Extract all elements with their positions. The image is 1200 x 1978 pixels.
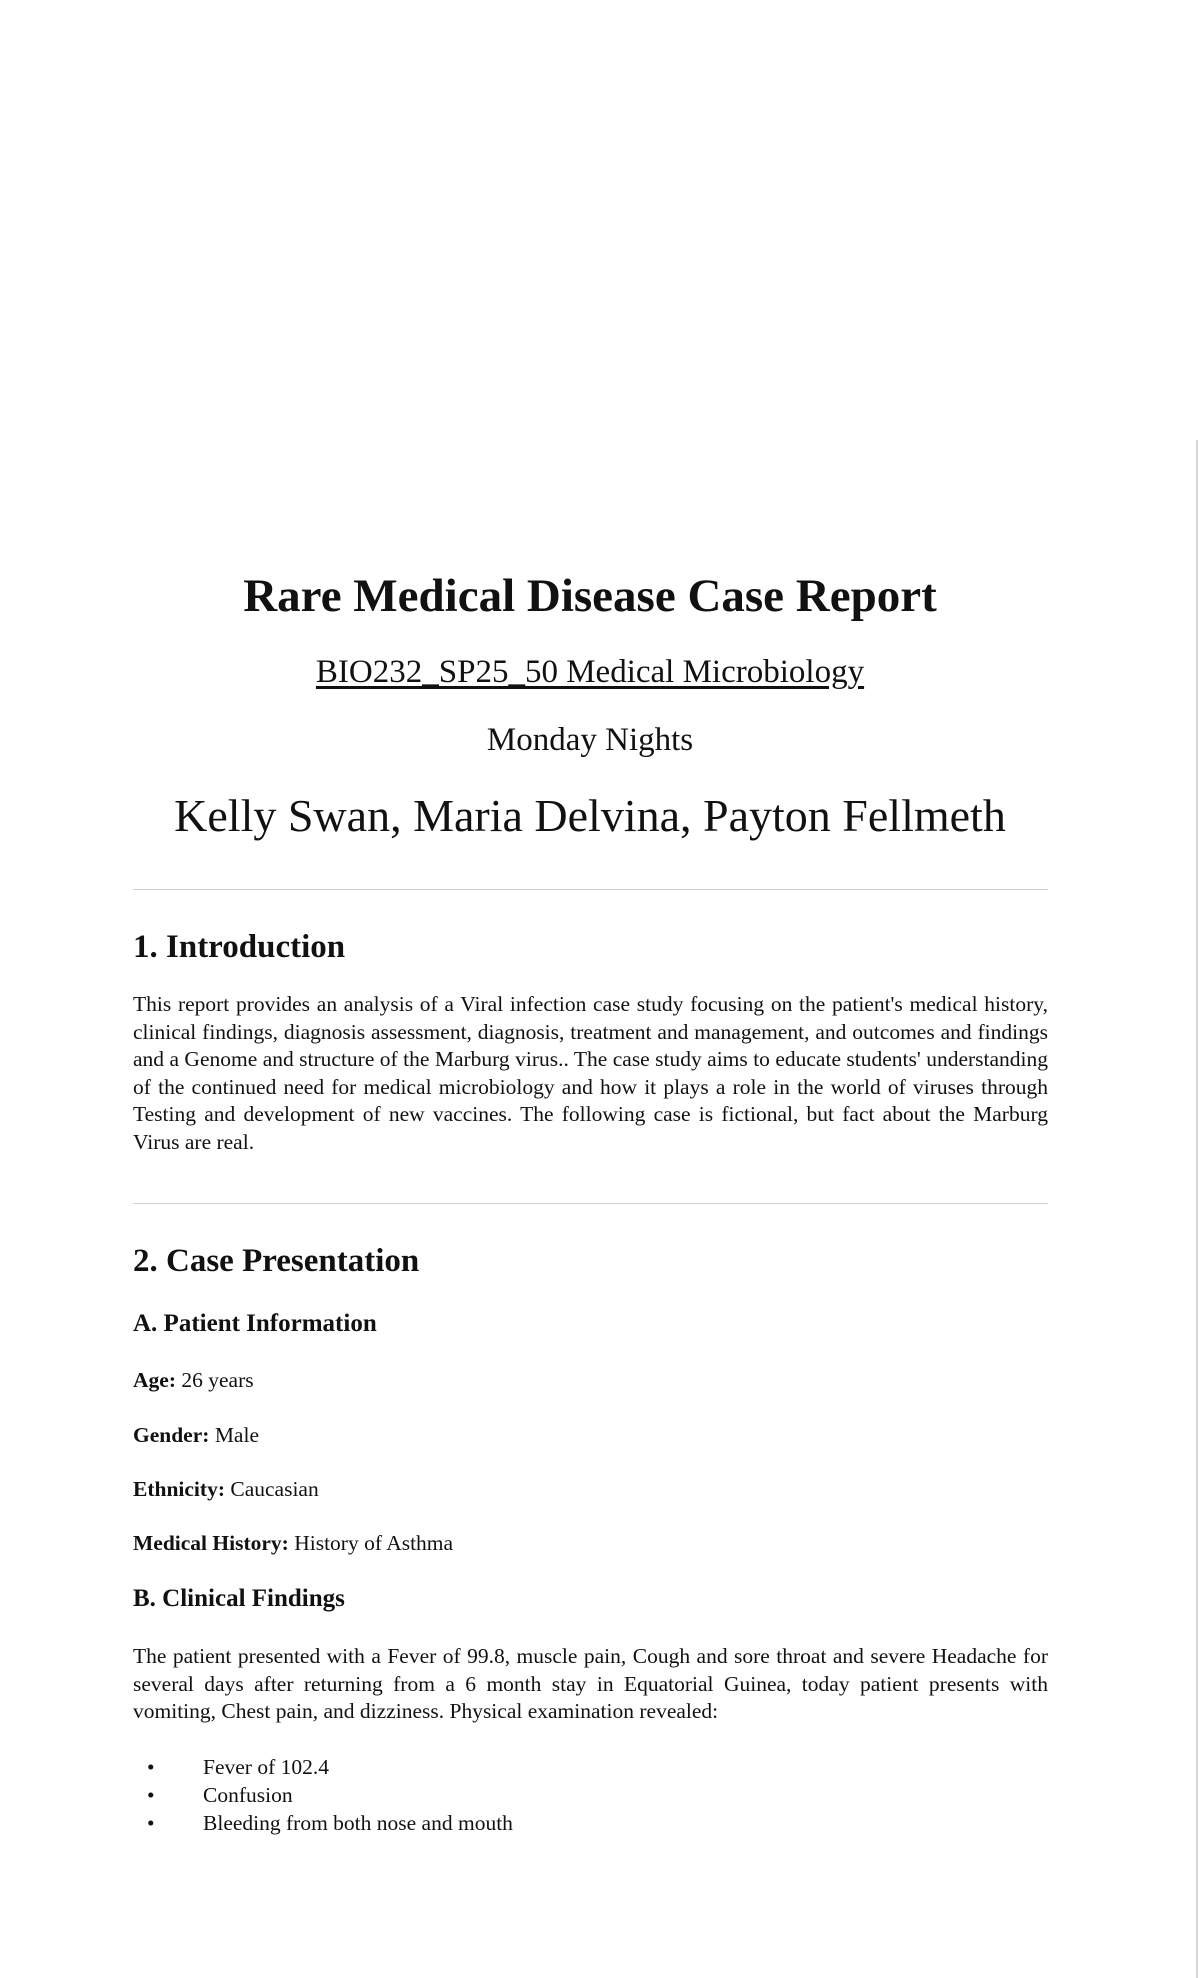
finding-text: Fever of 102.4 bbox=[203, 1755, 329, 1779]
field-value: Male bbox=[214, 1423, 259, 1447]
patient-medical-history bbox=[133, 1530, 453, 1557]
field-value: 26 years bbox=[181, 1368, 254, 1392]
patient-information-heading: A. Patient Information bbox=[133, 1310, 377, 1337]
bullet-icon: • bbox=[147, 1755, 155, 1779]
field-label: Medical History: bbox=[133, 1531, 289, 1555]
section-divider bbox=[133, 1203, 1048, 1204]
list-item bbox=[133, 1753, 513, 1781]
bullet-icon: • bbox=[147, 1811, 155, 1835]
case-presentation-heading: 2. Case Presentation bbox=[133, 1243, 420, 1279]
field-label: Age: bbox=[133, 1368, 176, 1392]
field-value: Caucasian bbox=[230, 1477, 319, 1501]
list-item bbox=[133, 1781, 513, 1809]
field-label: Ethnicity: bbox=[133, 1477, 225, 1501]
bullet-icon: • bbox=[147, 1783, 155, 1807]
physical-exam-findings-list bbox=[133, 1753, 513, 1837]
field-value: History of Asthma bbox=[294, 1531, 454, 1555]
patient-gender bbox=[133, 1422, 259, 1449]
introduction-paragraph: This report provides an analysis of a Viral infection case study focusing on the patient's medical history, clinical findings, diagnosis assessment, diagnosis, treatment and management, and outcomes and findings and a Genome and structure of the Marburg virus.. The case study aims to educate students' understanding of the continued need for medical microbiology and how it plays a role in the world of viruses through Testing and development of new vaccines. The following case is fictional, but fact about the Marburg Virus are real. bbox=[133, 992, 1048, 1154]
clinical-findings-paragraph: The patient presented with a Fever of 99.8, muscle pain, Cough and sore throat and severe Headache for several days after returning from a 6 month stay in Equatorial Guinea, today patient presents with vomiting, Chest pain, and dizziness. Physical examination revealed: bbox=[133, 1644, 1048, 1723]
clinical-findings-heading: B. Clinical Findings bbox=[133, 1585, 345, 1612]
finding-text: Bleeding from both nose and mouth bbox=[203, 1811, 513, 1835]
session-name: Monday Nights bbox=[486, 722, 694, 758]
field-label: Gender: bbox=[133, 1423, 210, 1447]
section-divider bbox=[133, 889, 1048, 890]
page-edge-shadow bbox=[1196, 440, 1198, 1978]
author-names: Kelly Swan, Maria Delvina, Payton Fellmeth bbox=[174, 790, 1006, 841]
list-item bbox=[133, 1809, 513, 1837]
patient-age bbox=[133, 1367, 254, 1394]
patient-ethnicity bbox=[133, 1476, 319, 1503]
finding-text: Confusion bbox=[203, 1783, 293, 1807]
report-title: Rare Medical Disease Case Report bbox=[243, 570, 937, 622]
introduction-heading: 1. Introduction bbox=[133, 929, 346, 965]
course-name: BIO232_SP25_50 Medical Microbiology bbox=[315, 654, 865, 690]
